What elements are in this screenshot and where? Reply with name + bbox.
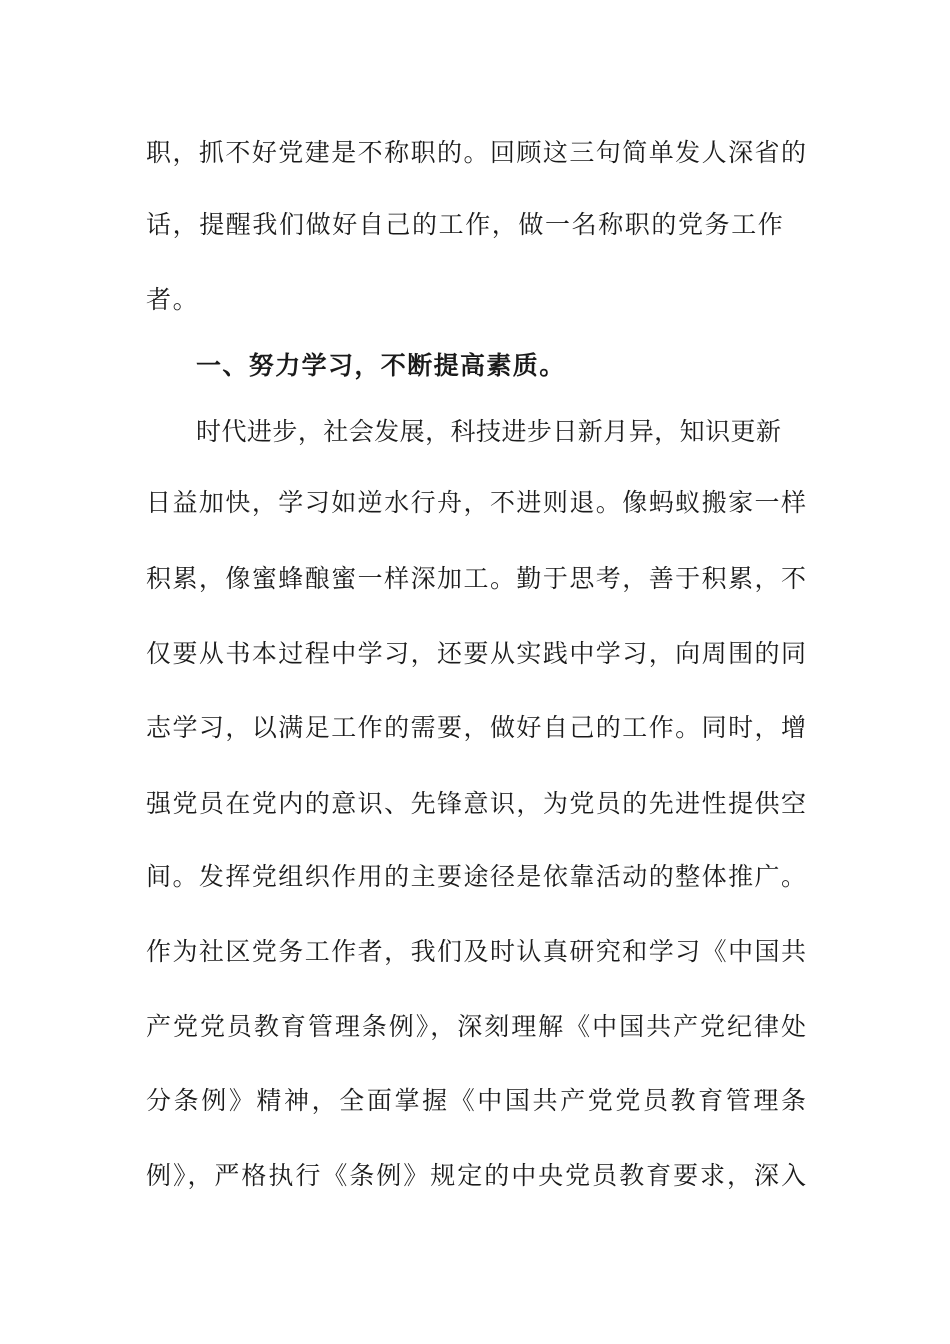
text-line: 者。 <box>146 285 200 314</box>
text-line: 日益加快，学习如逆水行舟，不进则退。像蚂蚁搬家一样 <box>146 488 806 517</box>
text-line: 仅要从书本过程中学习，还要从实践中学习，向周围的同 <box>146 639 806 668</box>
text-line: 志学习，以满足工作的需要，做好自己的工作。同时，增 <box>146 713 806 742</box>
text-line: 作为社区党务工作者，我们及时认真研究和学习《中国共 <box>146 937 806 966</box>
text-line: 分条例》精神，全面掌握《中国共产党党员教育管理条 <box>146 1086 806 1115</box>
text-line: 间。发挥党组织作用的主要途径是依靠活动的整体推广。 <box>146 862 806 891</box>
text-line: 产党党员教育管理条例》，深刻理解《中国共产党纪律处 <box>146 1012 806 1041</box>
text-line: 话，提醒我们做好自己的工作，做一名称职的党务工作 <box>146 210 785 239</box>
text-line: 时代进步，社会发展，科技进步日新月异，知识更新 <box>196 417 781 446</box>
text-line: 职，抓不好党建是不称职的。回顾这三句简单发人深省的 <box>146 138 806 167</box>
text-line: 积累，像蜜蜂酿蜜一样深加工。勤于思考，善于积累，不 <box>146 564 806 593</box>
section-heading: 一、努力学习，不断提高素质。 <box>196 351 566 380</box>
text-line: 强党员在党内的意识、先锋意识，为党员的先进性提供空 <box>146 789 806 818</box>
text-line: 例》，严格执行《条例》规定的中央党员教育要求，深入 <box>146 1161 806 1190</box>
